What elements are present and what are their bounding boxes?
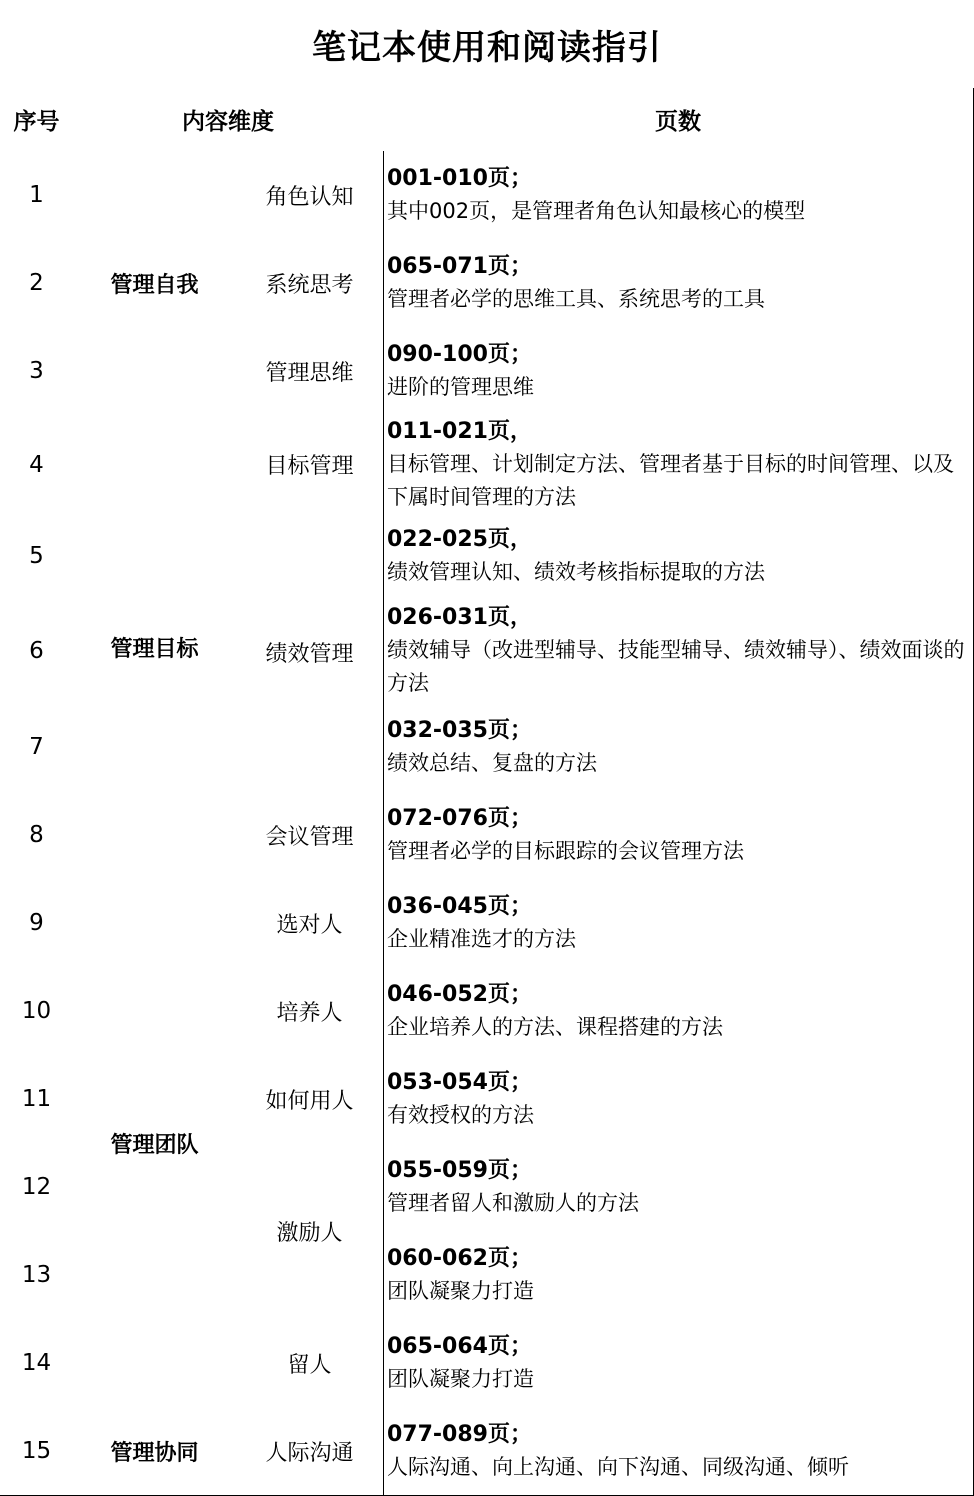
row-number: 11: [21, 1086, 52, 1112]
subdimension-label: 管理思维: [265, 360, 354, 386]
row-number-cell: [0, 327, 74, 416]
pages-cell: [383, 327, 974, 416]
subdimension-cell: [236, 415, 384, 515]
category-label: 管理团队: [110, 1132, 199, 1158]
pages-cell: [383, 415, 974, 515]
pages-cell: [383, 151, 974, 240]
page-range: 077-089页；: [387, 1422, 532, 1447]
page-description: 其中002页，是管理者角色认知最核心的模型: [387, 199, 806, 223]
subdimension-cell: [236, 1055, 384, 1144]
page-range: 032-035页；: [387, 718, 532, 743]
row-number-cell: [0, 791, 74, 880]
page-range: 060-062页；: [387, 1246, 532, 1271]
pages-cell: [383, 879, 974, 968]
row-number: 6: [29, 637, 44, 664]
row-number: 4: [29, 451, 44, 478]
subdimension-cell: [236, 1319, 384, 1408]
page-range: 090-100页；: [387, 342, 532, 367]
page-range: 026-031页，: [387, 605, 532, 630]
row-number: 15: [21, 1438, 52, 1464]
pages-cell: [383, 514, 974, 599]
subdimension-label: 如何用人: [265, 1088, 354, 1114]
row-number: 3: [29, 358, 44, 384]
row-number-cell: [0, 967, 74, 1056]
header-seq: [0, 88, 74, 152]
pages-cell: [383, 1055, 974, 1144]
row-number: 2: [29, 270, 44, 296]
page-description: 人际沟通、向上沟通、向下沟通、同级沟通、倾听: [387, 1455, 849, 1479]
subdimension-label: 会议管理: [265, 824, 354, 850]
row-number: 1: [29, 182, 44, 208]
pages-cell: [383, 967, 974, 1056]
pages-cell: [383, 1143, 974, 1232]
subdimension-label: 人际沟通: [265, 1440, 354, 1466]
subdimension-label: 激励人: [276, 1220, 343, 1246]
page-range: 053-054页；: [387, 1070, 532, 1095]
page-description: 企业精准选才的方法: [387, 927, 576, 951]
row-number: 5: [29, 543, 44, 569]
page-description: 管理者必学的目标跟踪的会议管理方法: [387, 839, 744, 863]
page-description: 绩效总结、复盘的方法: [387, 751, 597, 775]
subdimension-cell: [236, 1143, 384, 1320]
page-description: 团队凝聚力打造: [387, 1279, 534, 1303]
pages-cell: [383, 1231, 974, 1320]
pages-cell: [383, 598, 974, 704]
subdimension-label: 角色认知: [265, 184, 354, 210]
page-range: 072-076页；: [387, 806, 532, 831]
row-number-cell: [0, 1319, 74, 1408]
page-range: 022-025页，: [387, 527, 532, 552]
row-number: 14: [21, 1350, 52, 1376]
page-range: 036-045页；: [387, 894, 532, 919]
row-number-cell: [0, 1407, 74, 1496]
page-description: 管理者留人和激励人的方法: [387, 1191, 639, 1215]
page-description: 团队凝聚力打造: [387, 1367, 534, 1391]
page-description: 有效授权的方法: [387, 1103, 534, 1127]
row-number-cell: [0, 514, 74, 599]
subdimension-cell: [236, 1407, 384, 1496]
header-pages-label: 页数: [655, 109, 701, 135]
row-number-cell: [0, 1143, 74, 1232]
header-content: [73, 88, 384, 152]
category-cell: [73, 1407, 237, 1496]
page-description: 绩效辅导（改进型辅导、技能型辅导、绩效辅导）、绩效面谈的方法: [387, 638, 965, 695]
category-cell: [73, 879, 237, 1408]
row-number-cell: [0, 239, 74, 328]
row-number: 10: [21, 998, 52, 1024]
subdimension-label: 留人: [287, 1352, 332, 1378]
row-number-cell: [0, 598, 74, 704]
row-number: 13: [21, 1262, 52, 1288]
row-number-cell: [0, 415, 74, 515]
page-description: 进阶的管理思维: [387, 375, 534, 399]
pages-cell: [383, 1407, 974, 1496]
page-range: 011-021页，: [387, 419, 532, 444]
page-range: 065-064页；: [387, 1334, 532, 1359]
category-label: 管理自我: [110, 272, 199, 298]
subdimension-label: 培养人: [276, 1000, 343, 1026]
page-description: 绩效管理认知、绩效考核指标提取的方法: [387, 560, 765, 584]
page-description: 目标管理、计划制定方法、管理者基于目标的时间管理、以及下属时间管理的方法: [387, 452, 954, 509]
subdimension-label: 系统思考: [265, 272, 354, 298]
subdimension-cell: [236, 791, 384, 880]
subdimension-cell: [236, 151, 384, 240]
row-number-cell: [0, 703, 74, 792]
header-content-label: 内容维度: [182, 109, 274, 135]
page-description: 管理者必学的思维工具、系统思考的工具: [387, 287, 765, 311]
subdimension-cell: [236, 239, 384, 328]
header-pages: [383, 88, 974, 152]
page-range: 001-010页；: [387, 166, 532, 191]
subdimension-cell: [236, 967, 384, 1056]
page-description: 企业培养人的方法、课程搭建的方法: [387, 1015, 723, 1039]
subdimension-label: 目标管理: [265, 454, 354, 479]
subdimension-cell: [236, 879, 384, 968]
subdimension-cell: [236, 327, 384, 416]
pages-cell: [383, 791, 974, 880]
row-number: 12: [21, 1174, 52, 1200]
category-label: 管理协同: [110, 1440, 199, 1466]
row-number: 9: [29, 910, 44, 936]
subdimension-label: 选对人: [276, 912, 343, 938]
row-number-cell: [0, 879, 74, 968]
pages-cell: [383, 703, 974, 792]
page-range: 046-052页；: [387, 982, 532, 1007]
category-cell: [73, 151, 237, 416]
row-number: 8: [29, 822, 44, 848]
page-range: 055-059页；: [387, 1158, 532, 1183]
guide-table: [0, 88, 974, 1496]
subdimension-cell: [236, 514, 384, 792]
pages-cell: [383, 239, 974, 328]
row-number-cell: [0, 151, 74, 240]
row-number-cell: [0, 1055, 74, 1144]
row-number: 7: [29, 734, 44, 760]
row-number-cell: [0, 1231, 74, 1320]
category-cell: [73, 415, 237, 880]
page-range: 065-071页；: [387, 254, 532, 279]
pages-cell: [383, 1319, 974, 1408]
page-title: 笔记本使用和阅读指引: [312, 27, 662, 68]
header-seq-label: 序号: [13, 109, 60, 135]
category-label: 管理目标: [110, 636, 199, 662]
subdimension-label: 绩效管理: [265, 642, 354, 667]
